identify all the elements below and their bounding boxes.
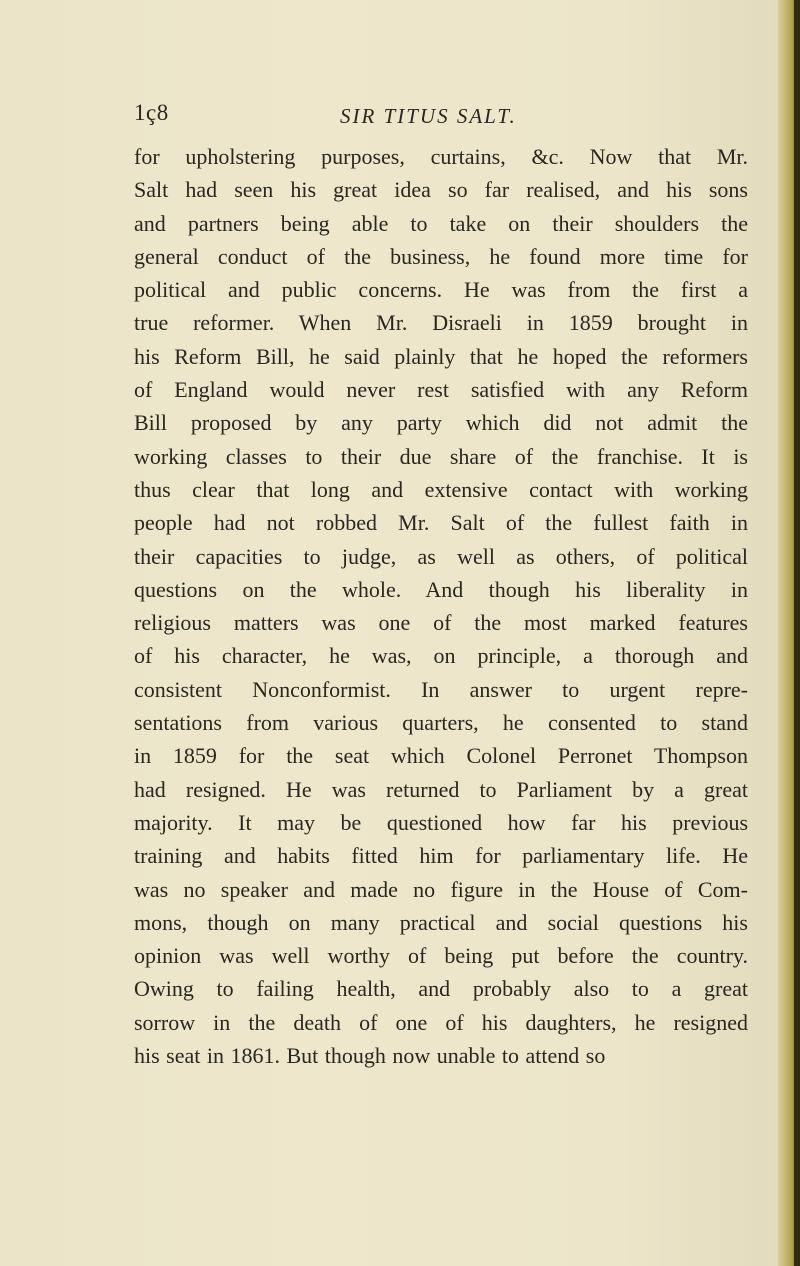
text-line: in 1859 for the seat which Colonel Perronet Thompson [134, 743, 748, 769]
page-header [0, 98, 778, 138]
text-line: of his character, he was, on principle, a thorough and [134, 643, 748, 669]
text-line: thus clear that long and extensive contact with working [134, 476, 748, 502]
text-line: sentations from various quarters, he consented to stand [134, 710, 748, 736]
binding-shadow [794, 0, 800, 1266]
running-title: SIR TITUS SALT. [340, 104, 517, 128]
text-line: for upholstering purposes, curtains, &c. Now that Mr. [134, 144, 748, 169]
text-line: opinion was well worthy of being put before the country. [134, 943, 748, 969]
text-line: and partners being able to take on their shoulders the [134, 210, 748, 236]
text-line: general conduct of the business, he found more time for [134, 243, 748, 269]
text-line: his Reform Bill, he said plainly that he hoped the reformers [134, 343, 748, 369]
text-line: majority. It may be questioned how far his previous [134, 809, 748, 835]
text-line: working classes to their due share of the franchise. It is [134, 443, 748, 469]
text-line: Salt had seen his great idea so far realised, and his sons [134, 177, 748, 203]
text-line: his seat in 1861. But though now unable to attend so [134, 1043, 606, 1069]
text-line: political and public concerns. He was from the first a [134, 277, 748, 303]
text-line: consistent Nonconformist. In answer to urgent repre- [134, 676, 748, 702]
text-line: Owing to failing health, and probably also to a great [134, 976, 748, 1002]
page-number: 1ç8 [134, 100, 169, 125]
text-line: questions on the whole. And though his liberality in [134, 576, 748, 602]
text-line: mons, though on many practical and social questions his [134, 909, 748, 935]
text-line: true reformer. When Mr. Disraeli in 1859 brought in [134, 310, 748, 336]
text-line: Bill proposed by any party which did not admit the [134, 410, 748, 436]
text-line: had resigned. He was returned to Parliament by a great [134, 776, 748, 802]
text-line: sorrow in the death of one of his daughters, he resigned [134, 1009, 748, 1035]
text-line: people had not robbed Mr. Salt of the fullest faith in [134, 510, 748, 536]
body-text [134, 140, 748, 1072]
text-line: of England would never rest satisfied with any Reform [134, 377, 748, 403]
text-line: training and habits fitted him for parliamentary life. He [134, 843, 748, 869]
text-line: their capacities to judge, as well as others, of political [134, 543, 748, 569]
text-line: religious matters was one of the most marked features [134, 610, 748, 636]
text-line: was no speaker and made no figure in the House of Com- [134, 876, 748, 902]
